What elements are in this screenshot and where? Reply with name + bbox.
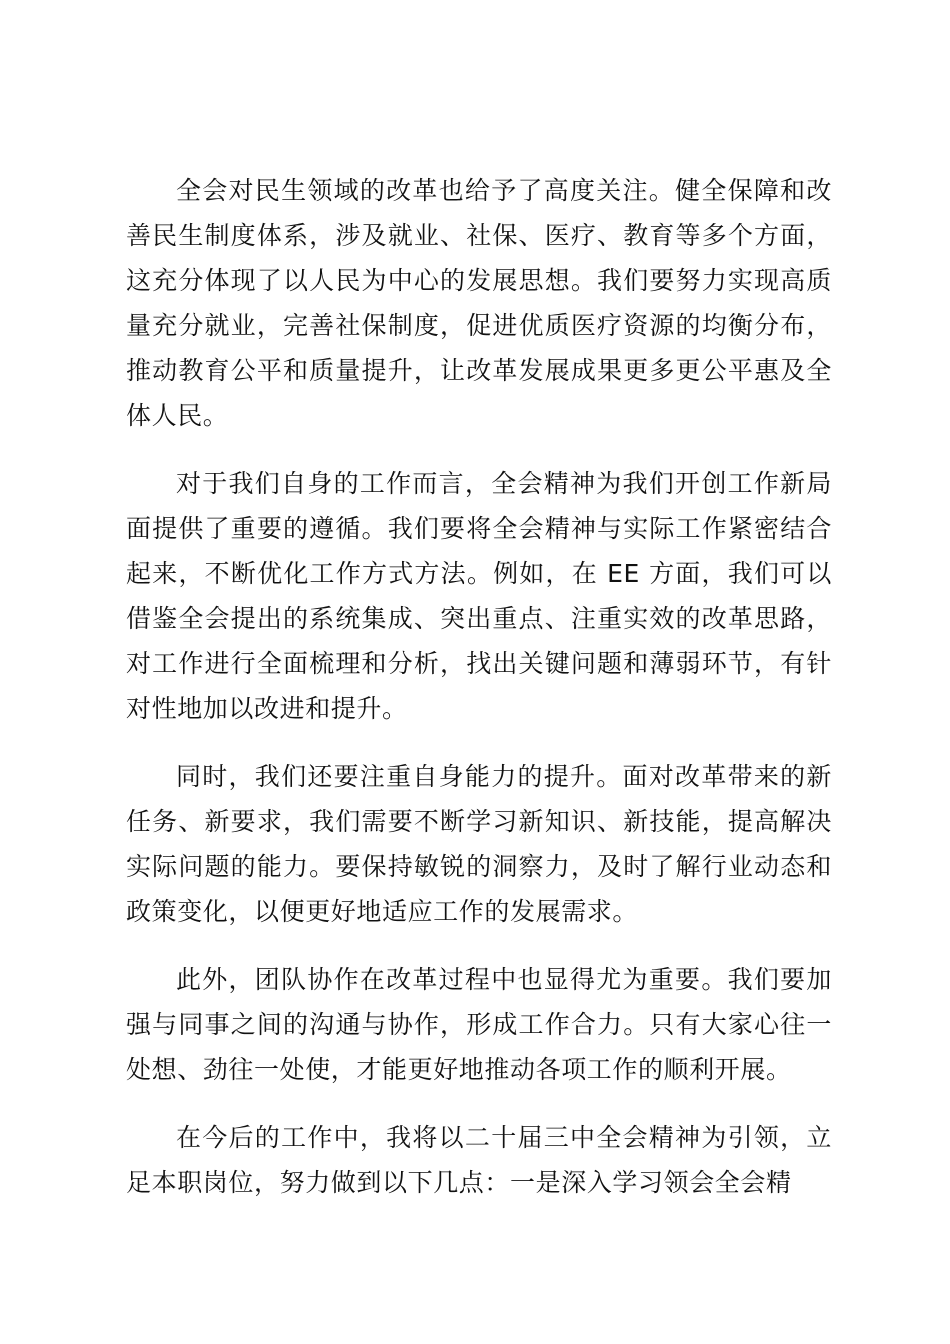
paragraph-self-improvement: 同时，我们还要注重自身能力的提升。面对改革带来的新任务、新要求，我们需要不断学习新知识、新技能，提高解决实际问题的能力。要保持敏锐的洞察力，及时了解行业动态和政策变化，以便更好地适应工作的发展需求。 <box>126 762 832 926</box>
paragraph-future-work: 在今后的工作中，我将以二十届三中全会精神为引领，立足本职岗位，努力做到以下几点：一是深入学习领会全会精 <box>126 1123 832 1197</box>
paragraph-livelihood-reform: 全会对民生领域的改革也给予了高度关注。健全保障和改善民生制度体系，涉及就业、社保、医疗、教育等多个方面，这充分体现了以人民为中心的发展思想。我们要努力实现高质量充分就业，完善社保制度，促进优质医疗资源的均衡分布，推动教育公平和质量提升，让改革发展成果更多更公平惠及全体人民。 <box>126 176 832 430</box>
paragraph-teamwork: 此外，团队协作在改革过程中也显得尤为重要。我们要加强与同事之间的沟通与协作，形成工作合力。只有大家心往一处想、劲往一处使，才能更好地推动各项工作的顺利开展。 <box>126 965 832 1084</box>
paragraph-own-work: 对于我们自身的工作而言，全会精神为我们开创工作新局面提供了重要的遵循。我们要将全会精神与实际工作紧密结合起来，不断优化工作方式方法。例如，在 EE 方面，我们可以借鉴全会提出的系统集成、突出重点、注重实效的改革思路，对工作进行全面梳理和分析，找出关键问题和薄弱环节，有针对性地加以改进和提升。 <box>126 469 832 723</box>
document-body <box>126 168 832 1228</box>
